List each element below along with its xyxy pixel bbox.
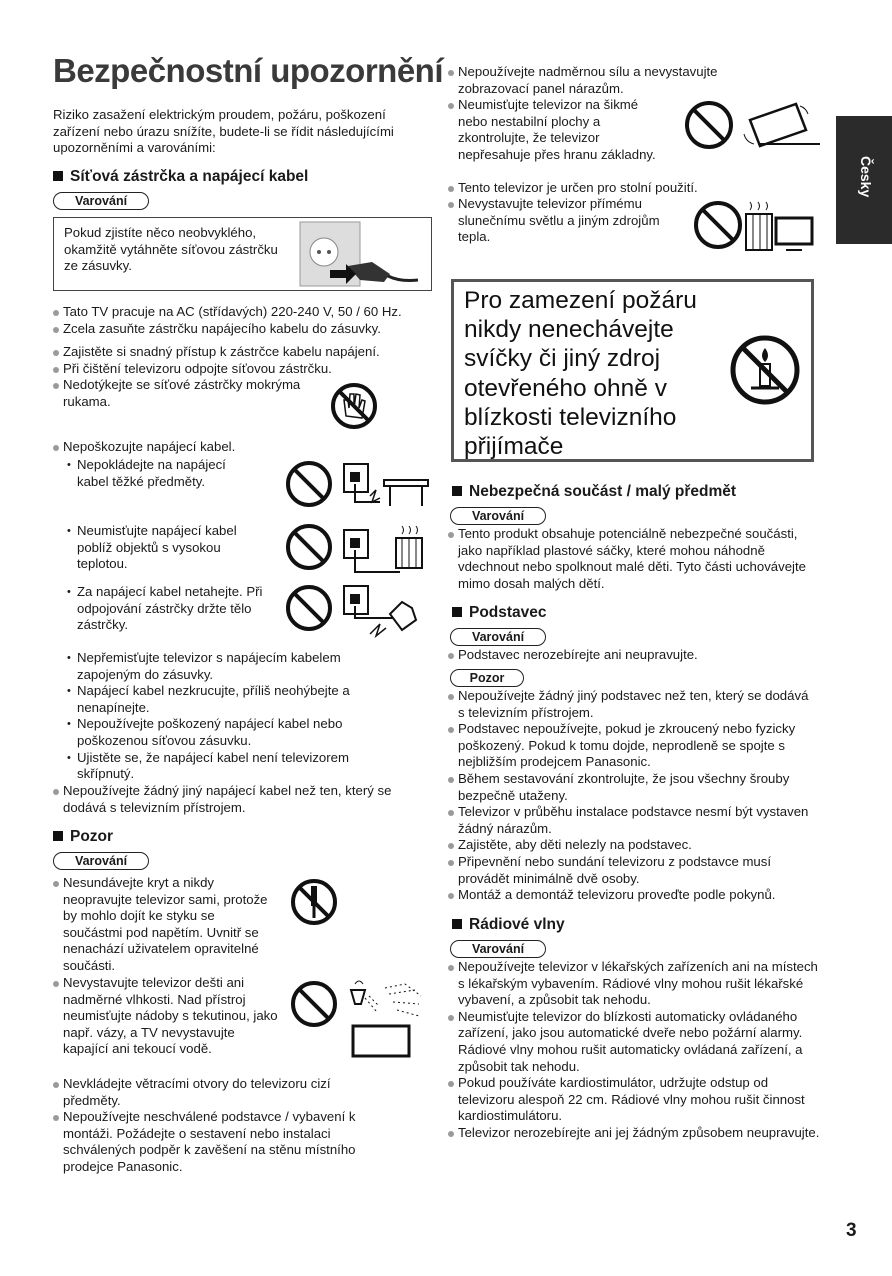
- right-top-bullets-a: [448, 64, 758, 97]
- warning-label-radio: Varování: [450, 940, 546, 958]
- no-disassembly-icon: [290, 878, 338, 926]
- tilted-tv-icon: [740, 100, 824, 156]
- list-item: Nepoškozujte napájecí kabel.: [53, 439, 313, 456]
- list-item: Tato TV pracuje na AC (střídavých) 220-240 V, 50 / 60 Hz.: [53, 304, 433, 321]
- list-item: Neumisťujte televizor do blízkosti automaticky ovládaného zařízení, jako jsou automatické dveře nebo požární alarmy. Rádiové vlny mohou rušit automaticky ovládaná zařízení, a způsobit tak nehodu.: [448, 1009, 823, 1075]
- caution-bullet-3: [53, 1076, 383, 1109]
- page-title: Bezpečnostní upozornění: [53, 52, 444, 89]
- prohibited-icon: [684, 100, 734, 150]
- list-item: • Napájecí kabel nezkrucujte, příliš neohýbejte a nenapínejte.: [53, 683, 393, 716]
- list-item: Pokud používáte kardiostimulátor, udržujte odstup od televizoru alespoň 22 cm. Rádiové vlny mohou rušit činnost kardiostimulátoru.: [448, 1075, 823, 1125]
- right-top-bullets-c: [448, 180, 748, 197]
- list-item: Nedotýkejte se síťové zástrčky mokrýma rukama.: [53, 377, 333, 410]
- list-item: Nevystavujte televizor přímému slunečnímu světlu a jiným zdrojům tepla.: [448, 196, 673, 246]
- list-item: Nevkládejte větracími otvory do televizoru cizí předměty.: [53, 1076, 383, 1109]
- sub-bullet-2: [53, 523, 268, 573]
- language-tab: [836, 116, 892, 244]
- list-item: Televizor v průběhu instalace podstavce nesmí být vystaven žádný nárazům.: [448, 804, 818, 837]
- fire-warning-text: Pro zamezení požáru nikdy nenechávejte svíčky či jiný zdroj otevřeného ohně v blízkosti televizního přijímače: [464, 287, 697, 461]
- warning-label-power: Varování: [53, 192, 149, 210]
- list-item: Nevystavujte televizor dešti ani nadměrné vlhkosti. Nad přístroj neumisťujte nádoby s tekutinou, jako např. vázy, a TV nevystavujte kapající ani tekoucí vodě.: [53, 975, 278, 1058]
- list-item: Podstavec nepoužívejte, pokud je zkroucený nebo fyzicky poškozený. Pokud k tomu dojde, neprodleně se spojte s nejbližším prodejcem Panasonic.: [448, 721, 818, 771]
- tv-near-heater-icon: [744, 198, 816, 256]
- caution-label-stand: Pozor: [450, 669, 524, 687]
- section-heading-power: Síťová zástrčka a napájecí kabel: [53, 168, 308, 186]
- list-item: Připevnění nebo sundání televizoru z podstavce musí provádět minimálně dvě osoby.: [448, 854, 818, 887]
- prohibited-icon: [290, 980, 338, 1028]
- right-top-bullets-d: [448, 196, 673, 246]
- caution-bullet-2: [53, 975, 278, 1058]
- list-item: Nepoužívejte televizor v lékařských zařízeních ani na místech s lékařským vybavením. Rádiové vlny mohou rušit lékařské vybavení, a způsobit tak nehodu.: [448, 959, 823, 1009]
- section-heading-radio: Rádiové vlny: [452, 916, 565, 934]
- list-item: Nepoužívejte nadměrnou sílu a nevystavujte zobrazovací panel nárazům.: [448, 64, 758, 97]
- language-tab-label: Česky: [858, 156, 874, 198]
- list-item: Během sestavování zkontrolujte, že jsou všechny šrouby bezpečně utaženy.: [448, 771, 818, 804]
- list-item: • Nepřemisťujte televizor s napájecím kabelem zapojeným do zásuvky.: [53, 650, 393, 683]
- power-last-bullet: [53, 783, 431, 816]
- list-item: Nesundávejte kryt a nikdy neopravujte televizor sami, protože by mohlo dojít ke styku se součástmi pod napětím. Uvnitř se nenachází uživatelem opravitelné součásti.: [53, 875, 273, 975]
- intro-text: Riziko zasažení elektrickým proudem, požáru, poškození zařízení nebo úrazu snížíte, budete-li se řídit následujícími upozorněními a varováními:: [53, 107, 394, 156]
- list-item: Zajistěte si snadný přístup k zástrčce kabelu napájení.: [53, 344, 433, 361]
- prohibited-icon: [285, 584, 333, 632]
- radio-bullets: [448, 959, 823, 1142]
- sub-bullet-3: [53, 584, 273, 634]
- sub-bullets-rest: [53, 650, 393, 783]
- no-wet-hands-icon: [330, 382, 378, 430]
- caution-bullet-4: [53, 1109, 403, 1175]
- section-heading-caution: Pozor: [53, 828, 113, 846]
- caution-bullet-1: [53, 875, 273, 975]
- list-item: Zcela zasuňte zástrčku napájecího kabelu do zásuvky.: [53, 321, 433, 338]
- stand-warning-bullets: [448, 647, 808, 664]
- warning-label-caution: Varování: [53, 852, 149, 870]
- page-number: 3: [846, 1220, 857, 1241]
- prohibited-icon: [285, 523, 333, 571]
- list-item: Nepoužívejte žádný jiný podstavec než ten, který se dodává s televizním přístrojem.: [448, 688, 818, 721]
- list-item: • Ujistěte se, že napájecí kabel není televizorem skřípnutý.: [53, 750, 393, 783]
- heavy-object-on-cable-icon: [340, 462, 430, 510]
- no-candle-icon: [729, 334, 801, 406]
- sub-bullet-1: [53, 457, 253, 490]
- list-item: Nepoužívejte neschválené podstavce / vybavení k montáži. Požádejte o sestavení nebo instalaci schválených podpěr k zavěšení na stěnu místního prodejce Panasonic.: [53, 1109, 403, 1175]
- list-item: Montáž a demontáž televizoru proveďte podle pokynů.: [448, 887, 818, 904]
- list-item: Nepoužívejte žádný jiný napájecí kabel než ten, který se dodává s televizním přístrojem.: [53, 783, 431, 816]
- list-item: Zajistěte, aby děti nelezly na podstavec.: [448, 837, 818, 854]
- warning-box-text: Pokud zjistíte něco neobvyklého, okamžitě vytáhněte síťovou zástrčku ze zásuvky.: [64, 225, 278, 274]
- list-item: Tento produkt obsahuje potenciálně nebezpečné součásti, jako například plastové sáčky, které mohou náhodně vdechnout nebo spolknout malé děti. Tyto části uchovávejte mimo dosah malých dětí.: [448, 526, 808, 592]
- warning-label-hazard: Varování: [450, 507, 546, 525]
- water-on-tv-icon: [345, 980, 425, 1060]
- list-item: Tento televizor je určen pro stolní použití.: [448, 180, 748, 197]
- list-item: • Nepoužívejte poškozený napájecí kabel nebo poškozenou síťovou zásuvku.: [53, 716, 393, 749]
- cable-near-heater-icon: [340, 522, 430, 578]
- prohibited-icon: [285, 460, 333, 508]
- power-bullets-2: [53, 344, 380, 410]
- right-top-bullets-b: [448, 97, 663, 163]
- list-item: Televizor nerozebírejte ani jej žádným způsobem neupravujte.: [448, 1125, 823, 1142]
- prohibited-icon: [693, 200, 743, 250]
- list-item: • Za napájecí kabel netahejte. Při odpojování zástrčky držte tělo zástrčky.: [53, 584, 273, 634]
- list-item: Podstavec nerozebírejte ani neupravujte.: [448, 647, 808, 664]
- list-item: • Neumisťujte napájecí kabel poblíž objektů s vysokou teplotou.: [53, 523, 268, 573]
- warning-label-stand: Varování: [450, 628, 546, 646]
- list-item: • Nepokládejte na napájecí kabel těžké předměty.: [53, 457, 253, 490]
- list-item: Neumisťujte televizor na šikmé nebo nestabilní plochy a zkontrolujte, že televizor nepřesahuje přes hranu základny.: [448, 97, 663, 163]
- hazard-bullets: [448, 526, 808, 592]
- section-heading-stand: Podstavec: [452, 604, 547, 622]
- damage-bullet: [53, 439, 313, 456]
- pulling-cable-icon: [340, 584, 430, 640]
- power-bullets-1: [53, 304, 433, 337]
- stand-caution-bullets: [448, 688, 818, 904]
- list-item: Při čištění televizoru odpojte síťovou zástrčku.: [53, 361, 433, 378]
- plug-socket-icon: [300, 222, 420, 288]
- section-heading-hazard: Nebezpečná součást / malý předmět: [452, 483, 736, 501]
